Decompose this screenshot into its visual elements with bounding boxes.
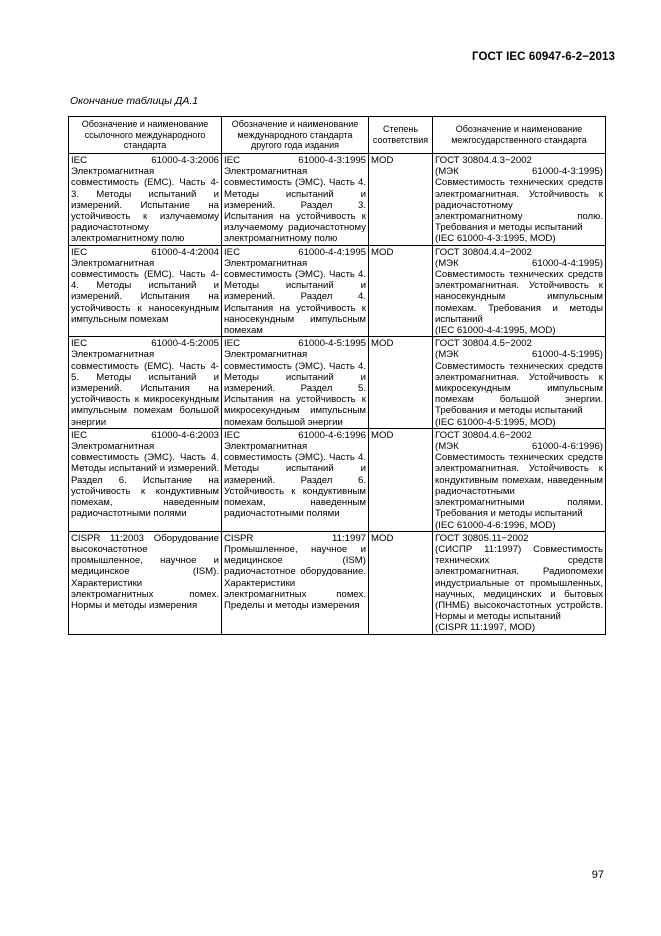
- gost-title: (МЭК 61000-4-5:1995) Совместимость технических средств электромагнитная. Устойчивость к микросекундным импульсным помехам большой энергии. Требования и методы испытаний: [435, 349, 603, 417]
- cell-reference: CISPR 11:2003 Оборудование высокочастотное промышленное, научное и медицинское (ISM). Характеристики электромагнитных помех. Нормы и методы измерения: [69, 531, 222, 634]
- gost-title: (МЭК 61000-4-6:1996) Совместимость технических средств электромагнитная. Устойчивость к кондуктивным помехам, наведенным радиочастотными электромагнитными полями. Требования и методы испытаний: [435, 441, 603, 520]
- column-header-interstate: Обозначение и наименование межгосударственного стандарта: [433, 117, 606, 154]
- cell-interstate: [433, 337, 606, 429]
- table-row: [69, 337, 606, 429]
- table-row: [69, 531, 606, 634]
- document-header: ГОСТ IEC 60947-6-2−2013: [472, 51, 615, 63]
- gost-source-ref: (IEC 61000-4-3:1995, MOD): [435, 233, 556, 245]
- gost-source-ref: (CISPR 11:1997, MOD): [435, 622, 536, 634]
- gost-code: ГОСТ 30804.4.4−2002: [435, 246, 532, 258]
- cell-other-edition: IEC 61000-4-5:1995 Электромагнитная совместимость (ЭМС). Часть 4. Методы испытаний и измерений. Раздел 5. Испытания на устойчивость к микросекундным импульсным помехам большой энергии: [222, 337, 369, 429]
- cell-interstate: [433, 428, 606, 531]
- column-header-reference: Обозначение и наименование ссылочного международного стандарта: [69, 117, 222, 154]
- gost-source-ref: (IEC 61000-4-6:1996, MOD): [435, 519, 556, 531]
- gost-title: (МЭК 61000-4-4:1995) Совместимость технических средств электромагнитная. Устойчивость к наносекундным импульсным помехам. Требования и методы испытаний: [435, 257, 603, 325]
- cell-interstate: [433, 245, 606, 337]
- cell-degree: MOD: [369, 531, 433, 634]
- cell-degree: MOD: [369, 245, 433, 337]
- table-row: [69, 245, 606, 337]
- cell-other-edition: IEC 61000-4-3:1995 Электромагнитная совместимость (ЭМС). Часть 4. Методы испытаний и измерений. Раздел 3. Испытания на устойчивость к излучаемому радиочастотному электромагнитному полю: [222, 154, 369, 246]
- cell-degree: MOD: [369, 428, 433, 531]
- cell-other-edition: CISPR 11:1997 Промышленное, научное и медицинское (ISM) радиочастотное оборудование. Характеристики электромагнитных помех. Пределы и методы измерения: [222, 531, 369, 634]
- cell-degree: MOD: [369, 337, 433, 429]
- gost-code: ГОСТ 30804.4.3−2002: [435, 155, 532, 166]
- gost-code: ГОСТ 30805.11−2002: [435, 532, 529, 544]
- cell-other-edition: IEC 61000-4-6:1996 Электромагнитная совместимость (ЭМС). Часть 4. Методы испытаний и измерений. Раздел 6. Устойчивость к кондуктивным помехам, наведенным радиочастотными полями: [222, 428, 369, 531]
- cell-interstate: [433, 154, 606, 246]
- table-header: [69, 117, 606, 154]
- column-header-degree: Степень соответствия: [369, 117, 433, 154]
- gost-code: ГОСТ 30804.4.5−2002: [435, 338, 532, 350]
- cell-reference: IEC 61000-4-5:2005 Электромагнитная совместимость (EMC). Часть 4-5. Методы испытаний и измерений. Испытания на устойчивость к микросекундным импульсным помехам большой энергии: [69, 337, 222, 429]
- gost-title: (СИСПР 11:1997) Совместимость технических средств электромагнитная. Радиопомехи индустриальные от промышленных, научных, медицинских и бытовых (ПНМБ) высокочастотных устройств. Нормы и методы испытаний: [435, 543, 603, 623]
- table-row: [69, 428, 606, 531]
- gost-source-ref: (IEC 61000-4-4:1995, MOD): [435, 325, 556, 337]
- cell-reference: IEC 61000-4-3:2006 Электромагнитная совместимость (EMC). Часть 4-3. Методы испытаний и измерений. Испытание на устойчивость к излучаемому радиочастотному электромагнитному полю: [69, 154, 222, 246]
- table-caption: Окончание таблицы ДА.1: [70, 95, 199, 107]
- gost-source-ref: (IEC 61000-4-5:1995, MOD): [435, 416, 556, 428]
- table-row: [69, 154, 606, 246]
- gost-title: (МЭК 61000-4-3:1995) Совместимость технических средств электромагнитная. Устойчивость к радиочастотному электромагнитному полю. Требования и методы испытаний: [435, 166, 603, 234]
- cell-interstate: [433, 531, 606, 634]
- gost-code: ГОСТ 30804.4.6−2002: [435, 429, 532, 441]
- standards-table: [68, 116, 606, 635]
- cell-reference: IEC 61000-4-4:2004 Электромагнитная совместимость (EMC). Часть 4-4. Методы испытаний и измерений. Испытания на устойчивость к наносекундным импульсным помехам: [69, 245, 222, 337]
- header-row: [69, 117, 606, 154]
- cell-other-edition: IEC 61000-4-4:1995 Электромагнитная совместимость (ЭМС). Часть 4. Методы испытаний и измерений. Раздел 4. Испытания на устойчивость к наносекундным импульсным помехам: [222, 245, 369, 337]
- column-header-other-edition: Обозначение и наименование международного стандарта другого года издания: [222, 117, 369, 154]
- cell-degree: MOD: [369, 154, 433, 246]
- table-body: [69, 154, 606, 635]
- page-number: 97: [591, 869, 604, 881]
- cell-reference: IEC 61000-4-6:2003 Электромагнитная совместимость (ЭМС). Часть 4. Методы испытаний и измерений. Раздел 6. Испытание на устойчивость к кондуктивным помехам, наведенным радиочастотными полями: [69, 428, 222, 531]
